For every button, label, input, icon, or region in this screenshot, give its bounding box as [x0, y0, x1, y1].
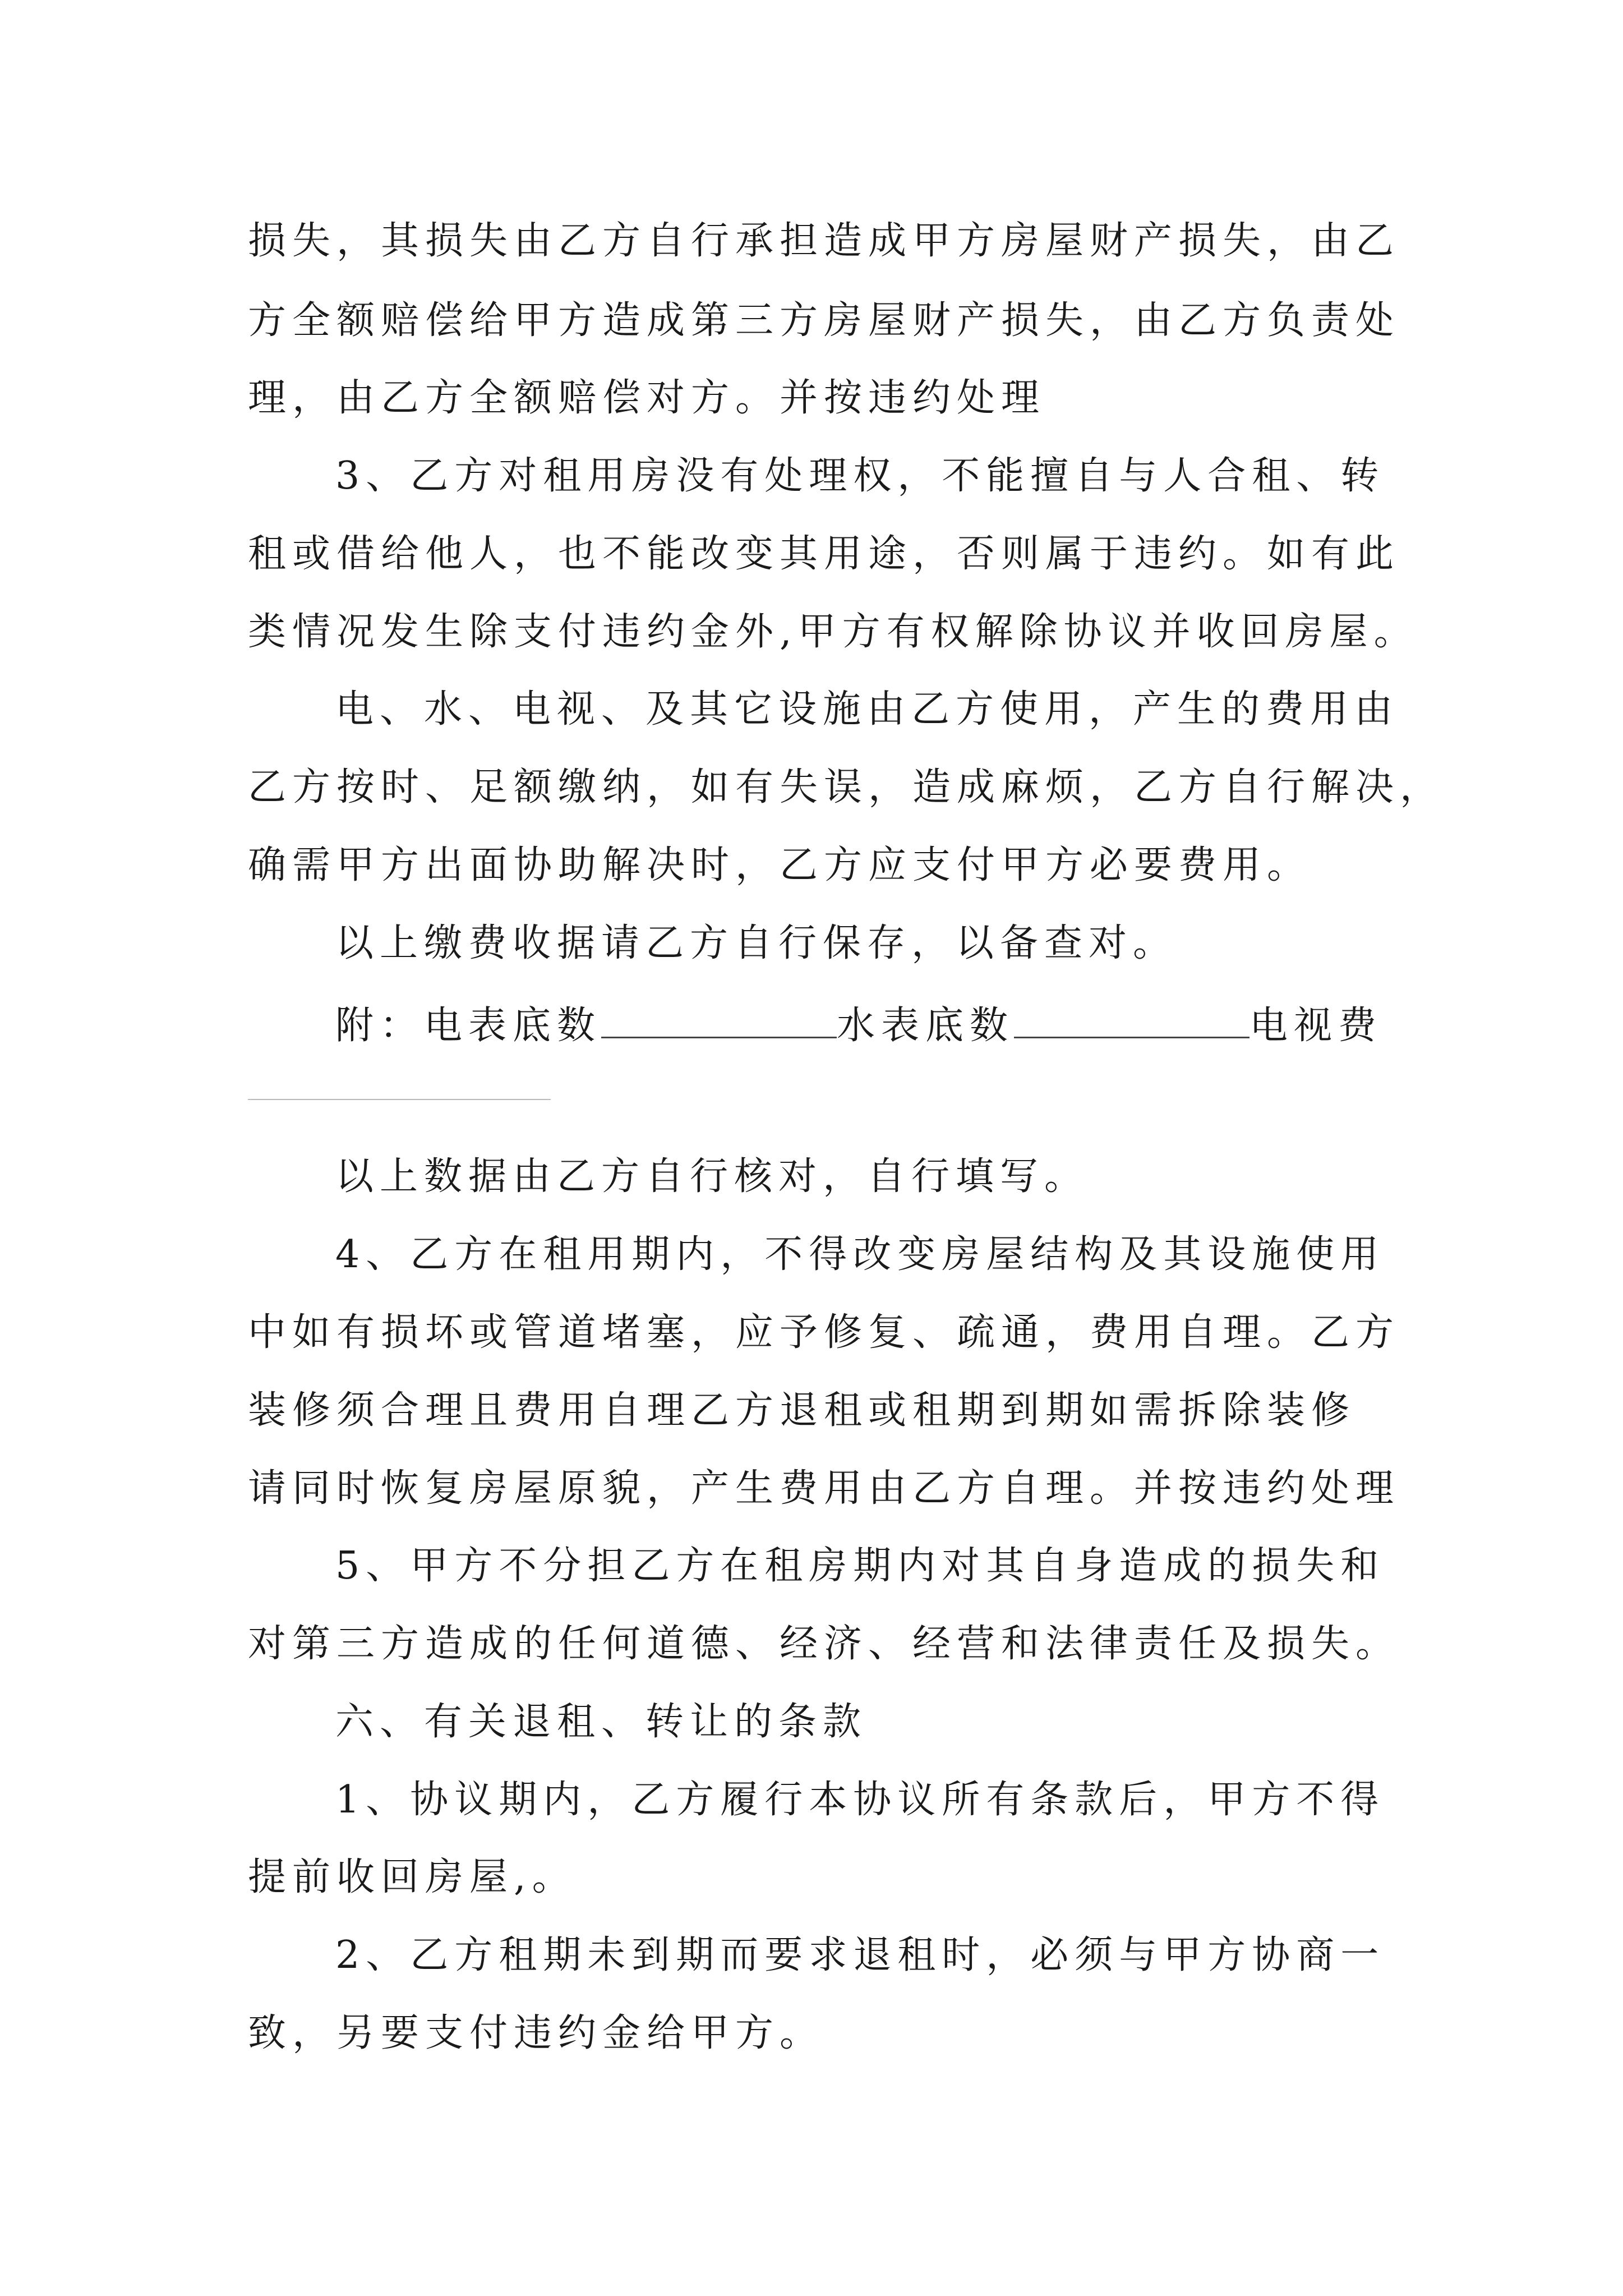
water-meter-label: 水表底数	[837, 1004, 1015, 1048]
paragraph-line: 请同时恢复房屋原貌，产生费用由乙方自理。并按违约处理	[248, 1466, 1400, 1511]
paragraph-line: 中如有损坏或管道堵塞，应予修复、疏通，费用自理。乙方	[248, 1310, 1400, 1355]
paragraph-line: 对第三方造成的任何道德、经济、经营和法律责任及损失。	[248, 1622, 1400, 1666]
paragraph-line: 致，另要支付违约金给甲方。	[248, 2011, 824, 2055]
paragraph-line: 2、乙方租期未到期而要求退租时，必须与甲方协商一	[335, 1933, 1385, 1977]
paragraph-line: 类情况发生除支付违约金外,甲方有权解除协议并收回房屋。	[248, 610, 1418, 654]
electric-meter-blank	[601, 1002, 837, 1038]
paragraph-line: 电、水、电视、及其它设施由乙方使用，产生的费用由	[335, 687, 1399, 731]
paragraph-line: 乙方按时、足额缴纳，如有失误，造成麻烦，乙方自行解决，	[248, 765, 1445, 809]
paragraph-line: 租或借给他人，也不能改变其用途，否则属于违约。如有此	[248, 532, 1400, 576]
meter-readings-line	[335, 1002, 1383, 1048]
paragraph-line: 提前收回房屋,。	[248, 1855, 577, 1899]
paragraph-line: 理，由乙方全额赔偿对方。并按违约处理	[248, 376, 1046, 420]
tv-fee-label: 电视费	[1249, 1004, 1383, 1048]
paragraph-line: 确需甲方出面协助解决时，乙方应支付甲方必要费用。	[248, 843, 1312, 887]
paragraph-line: 4、乙方在租用期内，不得改变房屋结构及其设施使用	[335, 1232, 1385, 1277]
paragraph-line: 装修须合理且费用自理乙方退租或租期到期如需拆除装修	[248, 1388, 1356, 1433]
paragraph-line: 以上缴费收据请乙方自行保存，以备查对。	[335, 921, 1178, 965]
paragraph-line: 1、协议期内，乙方履行本协议所有条款后，甲方不得	[335, 1778, 1385, 1822]
paragraph-line: 5、甲方不分担乙方在租房期内对其自身造成的损失和	[335, 1544, 1385, 1588]
electric-meter-label: 附：电表底数	[335, 1004, 602, 1048]
tv-fee-blank	[248, 1099, 551, 1100]
paragraph-line: 以上数据由乙方自行核对，自行填写。	[335, 1154, 1089, 1199]
section-heading: 六、有关退租、转让的条款	[335, 1700, 868, 1744]
paragraph-line: 3、乙方对租用房没有处理权，不能擅自与人合租、转	[335, 454, 1385, 498]
paragraph-line: 损失，其损失由乙方自行承担造成甲方房屋财产损失，由乙	[248, 219, 1400, 263]
paragraph-line: 方全额赔偿给甲方造成第三方房屋财产损失，由乙方负责处	[248, 298, 1400, 343]
water-meter-blank	[1014, 1002, 1249, 1038]
